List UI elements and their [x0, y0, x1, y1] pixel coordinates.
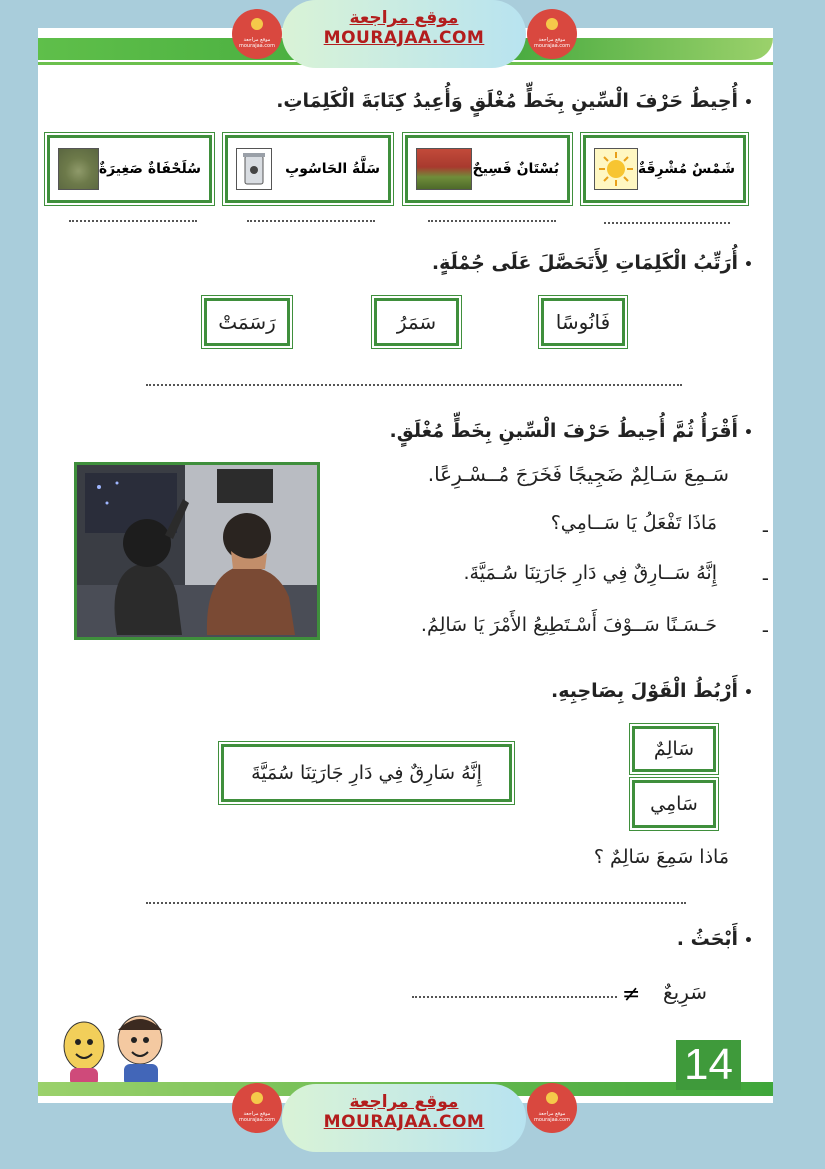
- word-box-1: فَانُوسًا: [541, 298, 625, 346]
- answer-line-sentence[interactable]: [146, 384, 682, 386]
- answer-line-2[interactable]: [428, 220, 556, 222]
- sun-icon: [594, 148, 638, 190]
- kids-mascot-illustration: [52, 1010, 172, 1092]
- story-line-1: مَاذَا تَفْعَلُ يَا سَــامِي؟: [550, 512, 717, 534]
- answer-line-question[interactable]: [146, 902, 686, 904]
- not-equal-symbol: ≠: [622, 982, 641, 1007]
- answer-line-3[interactable]: [247, 220, 375, 222]
- card-turtle: سُلَحْفَاةٌ صَغِيرَةٌ: [47, 135, 212, 203]
- section2-title: •أُرَتِّبُ الْكَلِمَاتِ لِأَتَحَصَّلَ عَلَى جُمْلَةٍ.: [431, 252, 753, 274]
- name-box-sami[interactable]: سَامِي: [632, 780, 716, 828]
- site-banner-bottom[interactable]: [282, 1084, 526, 1152]
- turtle-icon: [58, 148, 99, 190]
- bin-icon: [236, 148, 272, 190]
- site-logo-left-bottom: موقع مراجعة mourajaa.com: [232, 1083, 282, 1133]
- story-illustration: [74, 462, 320, 640]
- card-bin: سَلَّةُ الحَاسُوبِ: [225, 135, 391, 203]
- section4-question: مَاذا سَمِعَ سَالِمٌ ؟: [593, 846, 729, 868]
- antonym-word: سَرِيعٌ: [662, 980, 707, 1004]
- banner-arabic[interactable]: موقع مراجعة: [349, 8, 459, 28]
- dash-1: -: [761, 518, 769, 542]
- answer-line-antonym[interactable]: [412, 996, 617, 998]
- site-logo-left-top: موقع مراجعة mourajaa.com: [232, 9, 282, 59]
- story-lead: سَـمِعَ سَـالِمٌ ضَجِيجًا فَخَرَجَ مُــسْـرِعًا.: [427, 462, 729, 486]
- site-logo-right-top: موقع مراجعة mourajaa.com: [527, 9, 577, 59]
- site-logo-right-bottom: موقع مراجعة mourajaa.com: [527, 1083, 577, 1133]
- word-box-3: رَسَمَتْ: [204, 298, 290, 346]
- garden-icon: [416, 148, 472, 190]
- card-garden: بُسْتَانٌ فَسِيحٌ: [405, 135, 570, 203]
- story-line-2: إِنَّهُ سَــارِقٌ فِي دَارِ جَارَتِنَا سُـمَيَّةَ.: [463, 562, 717, 584]
- banner-url-bottom[interactable]: MOURAJAA.COM: [323, 1112, 485, 1132]
- name-box-salim[interactable]: سَالِمٌ: [632, 726, 716, 772]
- quote-box[interactable]: إِنَّهُ سَارِقٌ فِي دَارِ جَارَتِنَا سُمَيَّةَ: [221, 744, 512, 802]
- site-banner-top[interactable]: [282, 0, 526, 68]
- section5-title: •أَبْحَثُ .: [676, 928, 753, 950]
- answer-line-4[interactable]: [69, 220, 197, 222]
- banner-url[interactable]: MOURAJAA.COM: [323, 28, 485, 48]
- section4-title: •أَرْبُطُ الْقَوْلَ بِصَاحِبِهِ.: [550, 680, 753, 702]
- dash-3: -: [761, 618, 769, 642]
- card-sun: شَمْسٌ مُشْرِقَةٌ: [583, 135, 746, 203]
- word-box-2: سَمَرُ: [374, 298, 459, 346]
- story-line-3: حَـسَـنًا سَــوْفَ أَسْـتَطِيعُ الأَمْرَ يَا سَالِمُ.: [420, 614, 717, 636]
- banner-arabic-bottom[interactable]: موقع مراجعة: [349, 1092, 459, 1112]
- page-number: 14: [676, 1040, 741, 1090]
- answer-line-1[interactable]: [604, 222, 730, 224]
- section3-title: •أَقْرَأُ ثُمَّ أُحِيطُ حَرْفَ الْسِّينِ بِخَطٍّ مُغْلَقٍ.: [389, 420, 753, 442]
- section1-title: •أُحِيطُ حَرْفَ الْسِّينِ بِخَطٍّ مُغْلَقٍ وَأُعِيدُ كِتَابَةَ الْكَلِمَاتِ.: [276, 90, 753, 112]
- dash-2: -: [761, 566, 769, 590]
